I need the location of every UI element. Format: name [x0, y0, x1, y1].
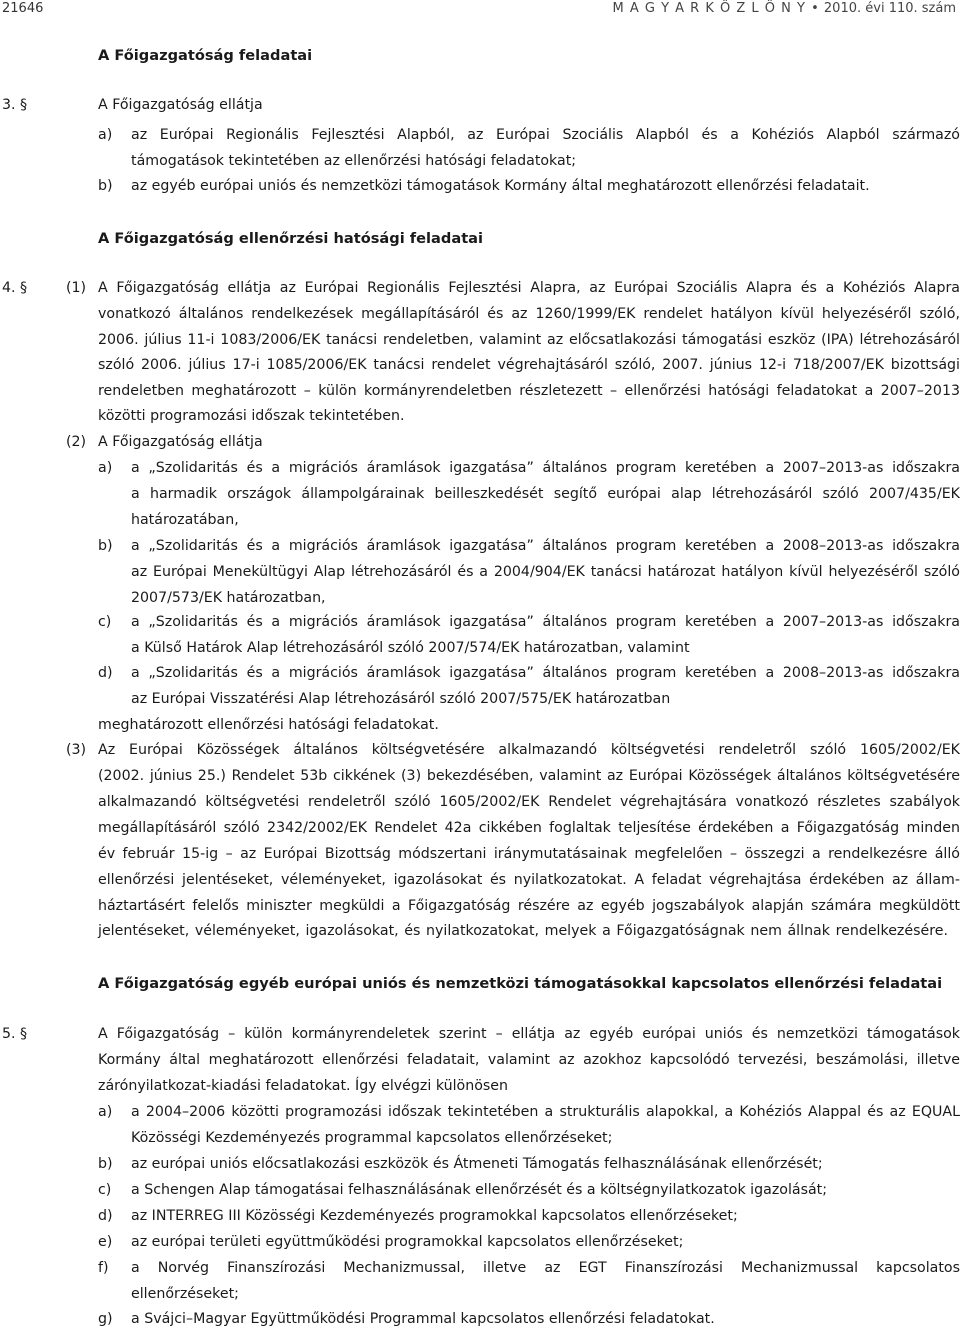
point-label: d) [98, 665, 113, 681]
text-line: (2002. június 25.) Rendelet 53b cikkének (3) bekezdésében, valamint az Európai Közösségek általános költségvetésére [98, 768, 960, 784]
point-label: g) [98, 1311, 113, 1327]
subsection-label: (1) [66, 280, 87, 296]
point-label: b) [98, 1156, 113, 1172]
text-line: rendeletben meghatározott – külön kormányrendeletben részletezett – ellenőrzési hatósági feladatokat a 2007–2013 [98, 383, 960, 399]
text-line: az egyéb európai uniós és nemzetközi támogatások Kormány által meghatározott ellenőrzési feladatait. [131, 178, 870, 194]
text-line: a „Szolidaritás és a migrációs áramlások igazgatása” általános program keretében a 2008–2013-as időszakra [131, 538, 960, 554]
text-line: a Külső Határok Alap létrehozásáról szóló 2007/574/EK határozatban, valamint [131, 640, 690, 656]
publication-info [613, 1, 957, 16]
text-line: a „Szolidaritás és a migrációs áramlások igazgatása” általános program keretében a 2007–2013-as időszakra [131, 614, 960, 630]
point-label: d) [98, 1208, 113, 1224]
point-label: a) [98, 127, 113, 143]
text-line: A Főigazgatóság ellátja az Európai Regionális Fejlesztési Alapra, az Európai Szociális Alapra és a Kohéziós Alapra [98, 280, 960, 296]
section-title: A Főigazgatóság feladatai [98, 47, 313, 64]
text-line: a Schengen Alap támogatásai felhasználásának ellenőrzését és a költségnyilatkozatok igazolását; [131, 1182, 828, 1198]
text-line: az INTERREG III Közösségi Kezdeményezés programokkal kapcsolatos ellenőrzéseket; [131, 1208, 738, 1224]
subsection-label: (3) [66, 742, 87, 758]
text-line: Kormány által meghatározott ellenőrzési feladatait, valamint az azokhoz kapcsolódó tervezési, beszámolási, illetve [98, 1052, 960, 1068]
text-line: A Főigazgatóság – külön kormányrendeletek szerint – ellátja az egyéb európai uniós és nemzetközi támogatások [98, 1026, 960, 1042]
text-line: a „Szolidaritás és a migrációs áramlások igazgatása” általános program keretében a 2008–2013-as időszakra [131, 665, 960, 681]
text-line: zárónyilatkozat-kiadási feladatokat. Így elvégzi különösen [98, 1078, 508, 1094]
text-line: Az Európai Közösségek általános költségvetésére alkalmazandó költségvetési rendeletről szóló 1605/2002/EK [98, 742, 960, 758]
paragraph-number: 4. § [2, 280, 28, 296]
point-label: f) [98, 1260, 109, 1276]
point-label: a) [98, 460, 113, 476]
text-line: az Európai Visszatérési Alap létrehozásáról szóló 2007/575/EK határozatban [131, 691, 671, 707]
section-title: A Főigazgatóság ellenőrzési hatósági feladatai [98, 230, 484, 247]
text-line: az Európai Menekültügyi Alap létrehozásáról és a 2004/904/EK tanácsi határozat hatályon kívül helyezéséről szóló [131, 564, 960, 580]
publication-name: M A G Y A R K Ö Z L Ö N Y [612, 1, 806, 16]
page-header [0, 0, 960, 22]
text-line: Közösségi Kezdeményezés programmal kapcsolatos ellenőrzéseket; [131, 1130, 613, 1146]
text-line: jelentéseket, véleményeket, igazolásokat, és nyilatkozatokat, melyek a Főigazgatóságnak nem állnak rendelkezésére. [98, 923, 948, 939]
issue-label: 2010. évi 110. szám [823, 1, 956, 16]
text-line: közötti programozási időszak tekintetében. [98, 408, 405, 424]
text-line: háztartásért felelős miniszter megküldi a Főigazgatóság részére az egyéb jogszabályok alapján számára megküldött [98, 898, 960, 914]
text-line: szóló 2006. július 17-i 1085/2006/EK tanácsi rendelet végrehajtásáról szóló, 2007. június 12-i 718/2007/EK bizottsági [98, 357, 960, 373]
text-line: vonatkozó általános rendelkezések megállapításáról és az 1260/1999/EK rendelet hatályon kívül helyezéséről szóló, [98, 306, 960, 322]
bullet-separator: • [811, 1, 819, 16]
paragraph-number: 5. § [2, 1026, 28, 1042]
text-line: alkalmazandó költségvetési rendeletről szóló 1605/2002/EK Rendelet végrehajtására vonatkozó részletes szabályok [98, 794, 960, 810]
section-title: A Főigazgatóság egyéb európai uniós és nemzetközi támogatásokkal kapcsolatos ellenőrzési feladatai [98, 975, 943, 992]
text-line: határozatában, [131, 512, 239, 528]
text-line: a 2004–2006 közötti programozási időszak tekintetében a strukturális alapokkal, a Kohéziós Alappal és az EQUAL [131, 1104, 960, 1120]
text-line: a Svájci–Magyar Együttműködési Programmal kapcsolatos ellenőrzési feladatokat. [131, 1311, 715, 1327]
subsection-label: (2) [66, 434, 87, 450]
text-line: a harmadik országok állampolgárainak beilleszkedését segítő európai alap létrehozásáról szóló 2007/435/EK [131, 486, 960, 502]
point-label: c) [98, 614, 112, 630]
paragraph-number: 3. § [2, 97, 28, 113]
page-number: 21646 [2, 1, 44, 16]
text-line: támogatások tekintetében az ellenőrzési hatósági feladatokat; [131, 153, 577, 169]
text-line: 2007/573/EK határozatban, [131, 590, 326, 606]
text-line: ellenőrzéseket; [131, 1286, 239, 1302]
text-line: 2006. július 11-i 1083/2006/EK tanácsi rendeletben, valamint az előcsatlakozási támogatási eszköz (IPA) létrehozásáról [98, 332, 960, 348]
point-label: a) [98, 1104, 113, 1120]
text-line: év február 15-ig – az Európai Bizottság módszertani iránymutatásainak megfelelően – összegzi a rendelkezésre álló [98, 846, 960, 862]
text-line: az európai területi együttműködési programokkal kapcsolatos ellenőrzéseket; [131, 1234, 684, 1250]
text-line: megállapításáról szóló 2342/2002/EK Rendelet 42a cikkében foglaltak teljesítése érdekében a Főigazgatóság minden [98, 820, 960, 836]
paragraph-intro: A Főigazgatóság ellátja [98, 97, 263, 113]
text-line: a „Szolidaritás és a migrációs áramlások igazgatása” általános program keretében a 2007–2013-as időszakra [131, 460, 960, 476]
point-label: e) [98, 1234, 113, 1250]
point-label: b) [98, 178, 113, 194]
point-label: c) [98, 1182, 112, 1198]
text-line: az Európai Regionális Fejlesztési Alapból, az Európai Szociális Alapból és a Kohéziós Alapból származó [131, 127, 960, 143]
text-line: A Főigazgatóság ellátja [98, 434, 263, 450]
point-label: b) [98, 538, 113, 554]
text-line: ellenőrzési jelentéseket, véleményeket, igazolásokat és nyilatkozatokat. A feladat végrehajtása érdekében az állam- [98, 872, 960, 888]
text-line: meghatározott ellenőrzési hatósági feladatokat. [98, 717, 439, 733]
text-line: a Norvég Finanszírozási Mechanizmussal, illetve az EGT Finanszírozási Mechanizmussal kapcsolatos [131, 1260, 960, 1276]
text-line: az európai uniós előcsatlakozási eszközök és Átmeneti Támogatás felhasználásának ellenőrzését; [131, 1156, 823, 1172]
